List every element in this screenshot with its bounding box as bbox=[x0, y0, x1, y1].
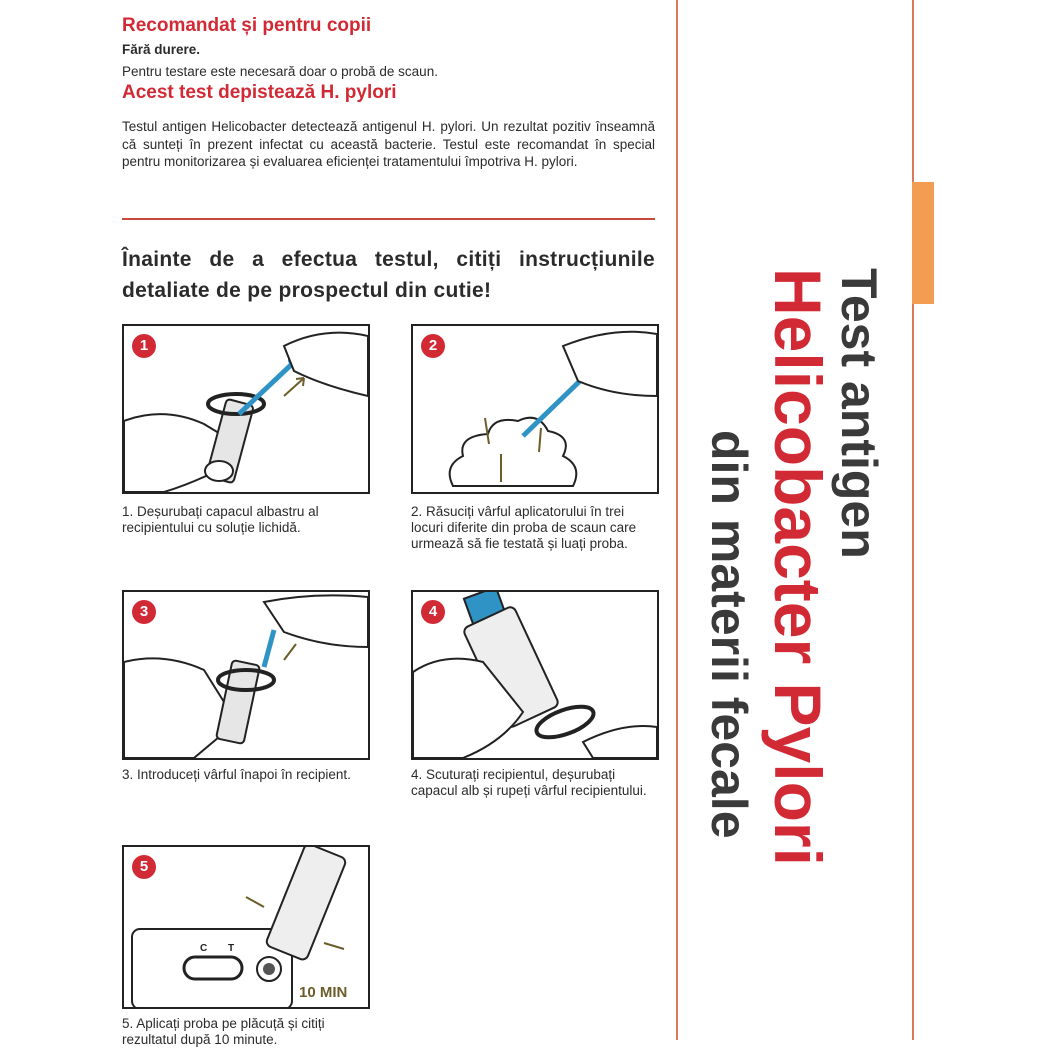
side-title-line3: din materii fecale bbox=[701, 430, 757, 839]
step-3-badge: 3 bbox=[132, 600, 156, 624]
step-2-badge: 2 bbox=[421, 334, 445, 358]
section-divider bbox=[122, 218, 655, 220]
orange-tab bbox=[912, 182, 934, 304]
timer-label: 10 MIN bbox=[299, 984, 348, 1001]
step-5-badge: 5 bbox=[132, 855, 156, 879]
heading-children: Recomandat și pentru copii bbox=[122, 15, 372, 36]
step-4-caption: 4. Scuturați recipientul, deșurubați capacul alb și rupeți vârful recipientului. bbox=[411, 767, 647, 798]
heading-detects: Acest test depistează H. pylori bbox=[122, 82, 397, 103]
step-5-drawing bbox=[124, 847, 368, 1007]
c-label: C bbox=[200, 943, 208, 954]
side-title-line1: Test antigen bbox=[831, 268, 887, 559]
step-3-drawing bbox=[124, 592, 368, 758]
step-2-caption: 2. Răsuciți vârful aplicatorului în trei locuri diferite din proba de scaun care urmează să fie testată și luați proba. bbox=[411, 504, 637, 551]
step-2-drawing bbox=[413, 326, 657, 492]
warning-heading: Înainte de a efectua testul, citiți instrucțiunile detaliate de pe prospectul din cutie! bbox=[122, 248, 655, 302]
description-paragraph: Testul antigen Helicobacter detectează antigenul H. pylori. Un rezultat pozitiv înseamnă că sunteți în prezent infectat cu această bacterie. Testul este recomandat în special pentru monitorizarea și evaluarea eficienței tratamentului împotriva H. pylori. bbox=[122, 119, 655, 169]
sample-note: Pentru testare este necesară doar o probă de scaun. bbox=[122, 64, 438, 79]
step-2-illustration bbox=[411, 324, 659, 494]
side-title-line2: Helicobacter Pylori bbox=[761, 268, 835, 866]
step-5-illustration bbox=[122, 845, 370, 1009]
t-label: T bbox=[228, 943, 235, 954]
step-3-illustration bbox=[122, 590, 370, 760]
step-5-caption: 5. Aplicați proba pe plăcuță și citiți rezultatul după 10 minute. bbox=[122, 1016, 325, 1047]
step-3-caption: 3. Introduceți vârful înapoi în recipient. bbox=[122, 767, 351, 782]
step-4-drawing bbox=[413, 592, 657, 758]
painless-note: Fără durere. bbox=[122, 42, 201, 57]
step-1-drawing bbox=[124, 326, 368, 492]
step-4-badge: 4 bbox=[421, 600, 445, 624]
step-1-caption: 1. Deșurubați capacul albastru al recipientului cu soluție lichidă. bbox=[122, 504, 319, 535]
step-1-illustration bbox=[122, 324, 370, 494]
step-4-illustration bbox=[411, 590, 659, 760]
step-1-badge: 1 bbox=[132, 334, 156, 358]
